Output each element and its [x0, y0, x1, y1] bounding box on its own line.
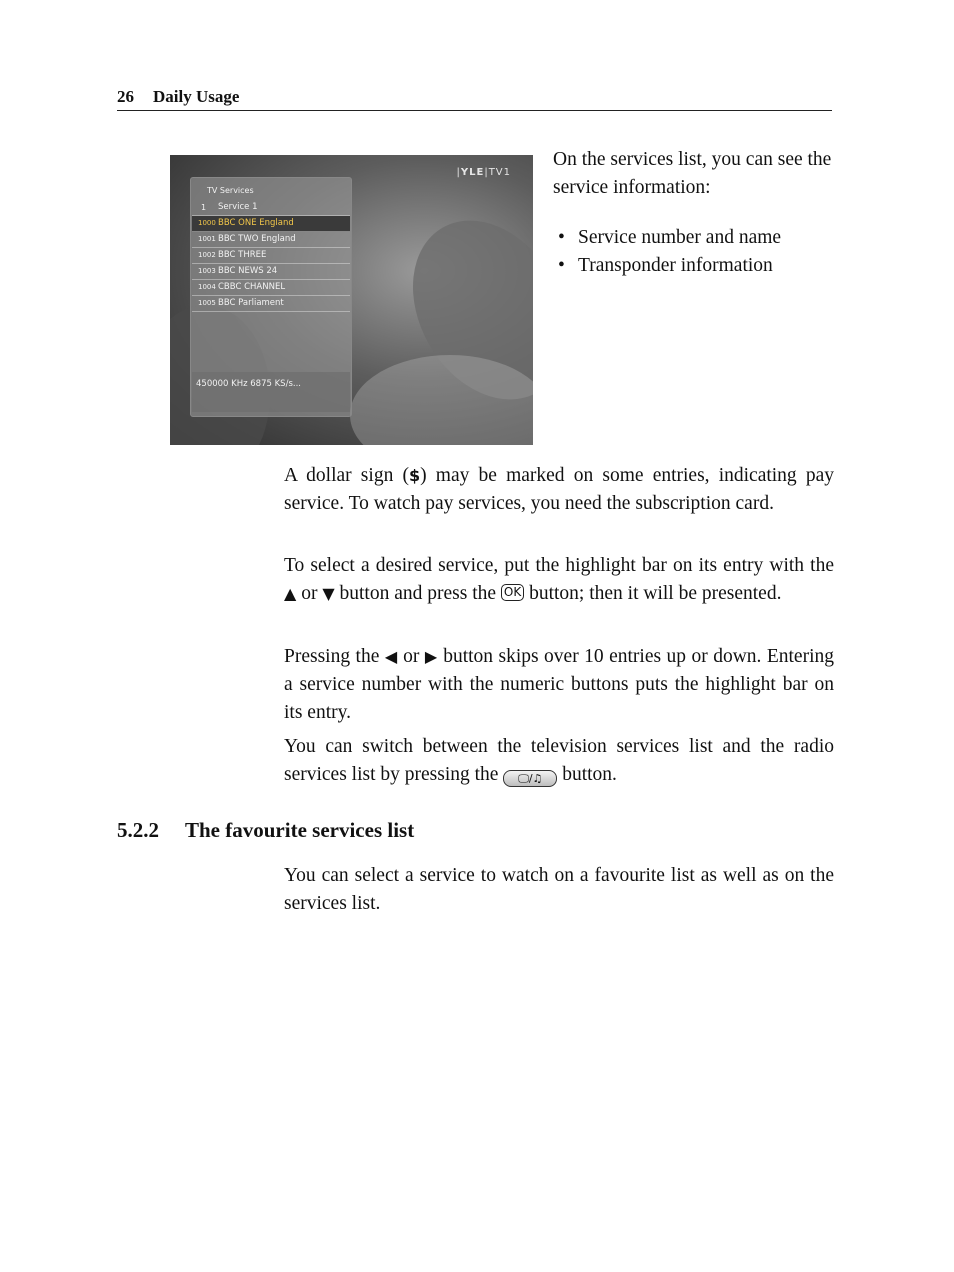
text-run: A dollar sign ( — [284, 465, 409, 486]
ok-button-icon: OK — [501, 584, 524, 601]
service-row — [192, 248, 350, 264]
tv-radio-button-icon: 🖵/♫ — [503, 770, 557, 787]
up-arrow-icon: ▲ — [284, 584, 297, 603]
service-name: BBC ONE England — [218, 218, 294, 228]
right-arrow-icon: ▶ — [424, 647, 438, 666]
down-arrow-icon: ▼ — [322, 584, 335, 603]
service-name: Service 1 — [218, 202, 258, 212]
channel-logo-rest: TV1 — [488, 167, 511, 178]
text-run: button skips over 10 entries up or down. Entering a service number with the numeric buttons puts the highlight bar on its entry. — [284, 646, 834, 723]
service-row — [192, 264, 350, 280]
service-name: CBBC CHANNEL — [218, 282, 286, 292]
text-run: button and press the — [334, 583, 501, 604]
page-number: 26 — [117, 87, 134, 106]
text-run: To select a desired service, put the highlight bar on its entry with the — [284, 555, 834, 576]
service-number: 1003 — [198, 267, 216, 275]
service-name: BBC THREE — [218, 250, 267, 260]
bullet-item: • Transponder information — [553, 252, 853, 280]
section-title: The favourite services list — [185, 818, 415, 842]
panel-title: TV Services — [207, 186, 254, 195]
service-name: BBC Parliament — [218, 298, 284, 308]
chapter-title: Daily Usage — [153, 87, 240, 106]
paragraph-switch-lists — [284, 733, 834, 789]
left-arrow-icon: ◀ — [384, 647, 398, 666]
channel-logo-bold: YLE — [460, 167, 485, 178]
paragraph-dollar-sign — [284, 462, 834, 518]
service-row — [192, 296, 350, 312]
service-number: 1000 — [198, 219, 216, 227]
service-number: 1004 — [198, 283, 216, 291]
service-number: 1005 — [198, 299, 216, 307]
channel-logo: |YLE|TV1 — [456, 167, 511, 178]
dollar-symbol: $ — [408, 466, 421, 485]
text-run: button. — [557, 764, 617, 785]
intro-text: On the services list, you can see the service information: — [553, 149, 832, 198]
background-shape — [350, 355, 533, 445]
service-number: 1002 — [198, 251, 216, 259]
section-number: 5.2.2 — [117, 818, 159, 842]
transponder-bar — [192, 372, 350, 412]
transponder-info: 450000 KHz 6875 KS/s... — [196, 379, 301, 389]
paragraph-skip-entries — [284, 643, 834, 727]
service-row — [192, 232, 350, 248]
bullet-item: • Service number and name — [553, 224, 853, 252]
text-run: ) may be marked on some entries, indicating pay service. To watch pay services, you need the subscription card. — [284, 465, 835, 514]
info-bullet-list — [553, 224, 853, 280]
tv-services-panel — [190, 177, 352, 417]
paragraph-select-service — [284, 552, 834, 608]
service-name: BBC NEWS 24 — [218, 266, 278, 276]
service-number: 1001 — [198, 235, 216, 243]
text-run: or — [296, 583, 323, 604]
tv-screenshot — [170, 155, 533, 445]
service-row — [192, 200, 350, 216]
section-body: You can select a service to watch on a favourite list as well as on the services list. — [284, 865, 834, 914]
text-run: Pressing the — [284, 646, 385, 667]
text-run: button; then it will be presented. — [524, 583, 782, 604]
service-number: 1 — [201, 203, 207, 212]
service-row — [192, 280, 350, 296]
page-header — [117, 86, 832, 111]
text-run: or — [397, 646, 425, 667]
text-run: You can switch between the television services list and the radio services list by pressing the — [284, 736, 834, 785]
service-name: BBC TWO England — [218, 234, 296, 244]
service-row-highlighted — [192, 216, 350, 232]
